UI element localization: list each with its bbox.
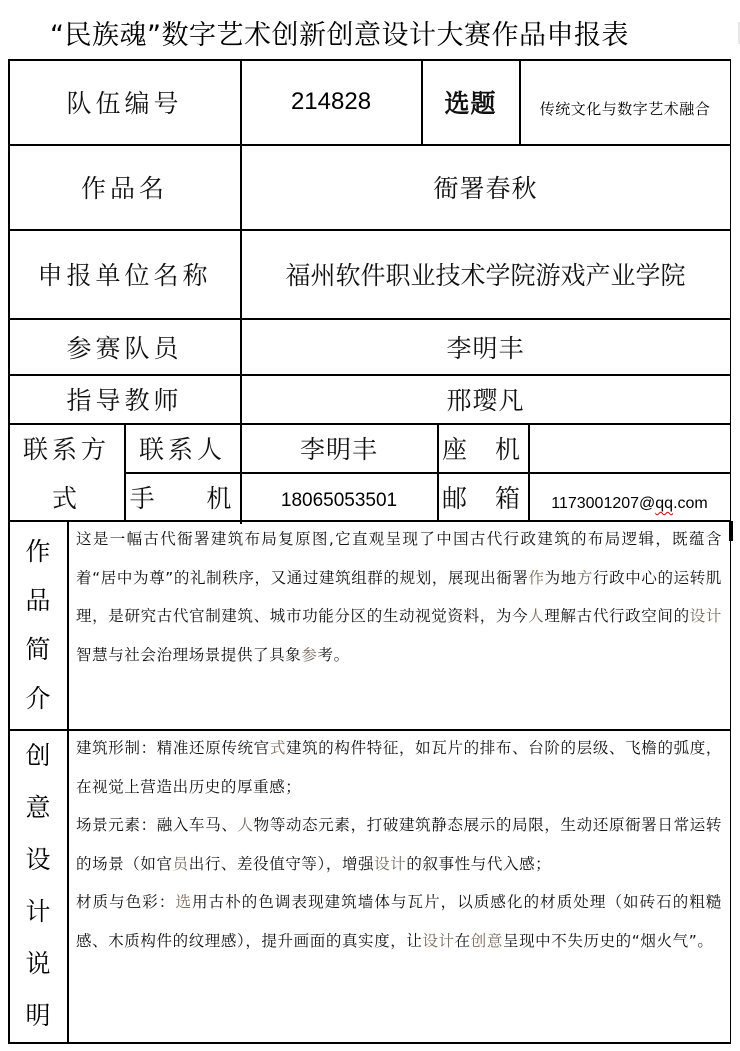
advisor-value: 邢璎凡	[446, 386, 525, 415]
text-run: 为地	[544, 568, 577, 587]
email-label: 邮 箱	[442, 484, 524, 513]
design-label-char: 设	[25, 845, 51, 874]
text-run: 用古朴的色调表现建筑墙体与瓦片，以质感化的材质处理（如砖石的粗糙感、木质构件的纹理感），提升画面的真实度，让	[76, 893, 722, 950]
text-run: 这是一幅古代衙署建筑布局复原图,它直观呈现了中国古代行政建筑的布局逻辑，既蕴含着“居中为尊”的礼制秩序，又通过建筑组群的规划，展现出衙署	[76, 530, 722, 587]
topic-label: 选题	[444, 89, 497, 118]
text-run: 选	[175, 893, 193, 911]
intro-paragraph	[76, 520, 722, 674]
advisor-label: 指导教师	[66, 386, 183, 415]
contact-person-value: 李明丰	[299, 435, 378, 464]
landline-value	[529, 424, 730, 472]
text-run: 式	[269, 739, 286, 757]
members-label: 参赛队员	[66, 333, 183, 363]
text-run: 参	[301, 645, 318, 664]
text-run: 设计	[689, 607, 722, 625]
team-number-value: 214828	[290, 88, 372, 115]
design-label-char: 计	[25, 897, 51, 926]
intro-label-char: 介	[25, 684, 51, 713]
text-run: 智慧与社会治理场景提供了具象	[76, 645, 302, 664]
intro-label-char: 简	[25, 635, 51, 664]
text-run: 设计	[422, 931, 455, 950]
contact-label-line1: 联系方	[22, 435, 110, 464]
mobile-label: 手 机	[129, 484, 236, 513]
design-label-char: 意	[25, 793, 51, 822]
design-paragraph	[76, 729, 722, 806]
form-title: “民族魂”数字艺术创新创意设计大赛作品申报表	[50, 20, 629, 51]
text-run: 人	[237, 816, 254, 834]
landline-label: 座 机	[442, 435, 524, 464]
topic-value: 传统文化与数字艺术融合	[539, 99, 711, 118]
text-run: 场景元素：融入车马、	[76, 816, 238, 834]
unit-name-value: 福州软件职业技术学院游戏产业学院	[285, 261, 686, 290]
text-run: 理解古代行政空间的	[544, 607, 690, 625]
text-run: 呈现中不失历史的“烟火气”。	[502, 931, 714, 950]
text-run: 行政中心的运转肌理，是研究古代官制建筑、城市功能分区的生动视觉资料，为今	[76, 568, 722, 625]
text-run: 员	[172, 854, 189, 873]
design-label-char: 明	[25, 1001, 51, 1030]
email-domain-spellcheck: qq	[655, 495, 674, 512]
text-run: 建筑形制：精准还原传统官	[76, 739, 270, 757]
contact-person-label: 联系人	[138, 435, 226, 464]
design-paragraph	[76, 883, 722, 960]
email-prefix: 1173001207@	[551, 495, 656, 512]
text-run: 创意	[470, 931, 503, 950]
text-run: 设计	[374, 854, 407, 873]
text-run: 作	[528, 568, 545, 587]
email-suffix: .com	[673, 495, 708, 512]
text-run: 的叙事性与代入感；	[406, 854, 552, 873]
text-run: 材质与色彩：	[76, 893, 176, 911]
design-text	[76, 729, 722, 960]
unit-name-label: 申报单位名称	[37, 261, 212, 290]
text-run: 考。	[317, 645, 350, 664]
text-run: 物等动态元素，打破建筑静态展示的局限，生动还原衙署日常运转的场景（如官	[76, 816, 722, 873]
work-name-label: 作品名	[80, 174, 168, 203]
intro-label	[9, 521, 67, 729]
design-paragraph	[76, 806, 722, 883]
design-label-char: 说	[25, 949, 51, 978]
intro-label-char: 品	[25, 586, 51, 615]
text-run: 方	[576, 568, 594, 587]
work-name-value: 衙署春秋	[433, 174, 538, 203]
text-run: 建筑的构件特征，如瓦片的排布、台阶的层级、飞檐的弧度，在视觉上营造出历史的厚重感；	[76, 739, 722, 796]
contact-label-line2: 式	[51, 484, 81, 513]
intro-label-char: 作	[25, 537, 51, 566]
text-run: 在	[454, 931, 471, 950]
intro-text	[76, 520, 722, 674]
team-number-label: 队伍编号	[66, 89, 183, 118]
members-value: 李明丰	[446, 333, 525, 363]
design-label-char: 创	[25, 741, 51, 770]
text-run: 出行、差役值守等），增强	[188, 854, 375, 873]
mobile-value: 18065053501	[280, 490, 398, 511]
text-run: 人	[528, 607, 545, 625]
design-label	[9, 730, 67, 1042]
